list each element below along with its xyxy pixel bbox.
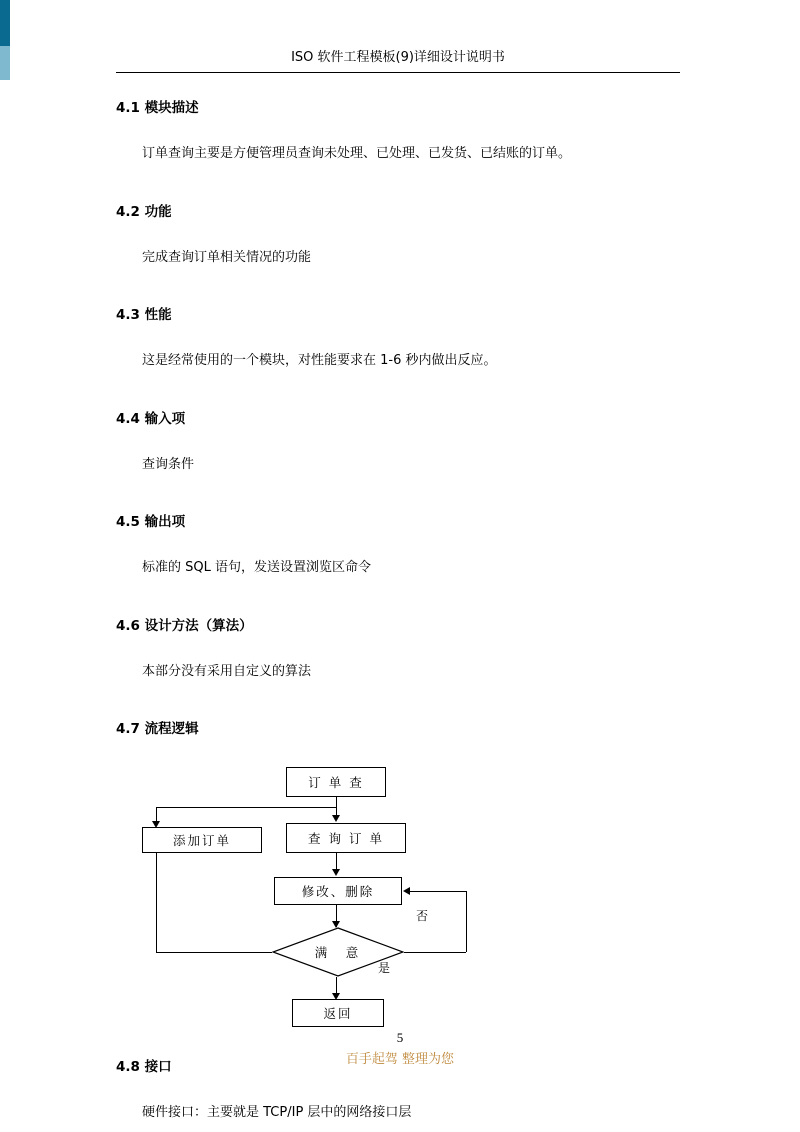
spacer (116, 267, 680, 303)
flow-connector (156, 853, 157, 952)
document-content (116, 96, 680, 1123)
flow-arrow-down (152, 821, 160, 828)
section-4-3 (116, 303, 680, 371)
spacer (116, 116, 680, 144)
left-edge-accent-bar-bottom (0, 46, 10, 80)
spacer (116, 371, 680, 407)
flow-arrow-down (332, 815, 340, 822)
page-header (116, 46, 680, 73)
spacer (116, 578, 680, 614)
spacer (116, 220, 680, 248)
spacer (116, 427, 680, 455)
section-4-4 (116, 407, 680, 475)
spacer (116, 634, 680, 662)
page-number: 5 (396, 1030, 404, 1045)
flow-edge-label-no: 否 (416, 909, 429, 923)
flow-node-start: 订 单 查 (286, 767, 386, 797)
section-heading: 4.6 设计方法（算法） (116, 617, 253, 634)
section-body: 硬件接口：主要就是 TCP/IP 层中的网络接口层 (142, 1105, 412, 1120)
section-4-1 (116, 96, 680, 164)
section-4-5 (116, 510, 680, 578)
flow-connector (156, 952, 272, 953)
footer-watermark-note: 百手起驾 整理为您 (345, 1052, 455, 1067)
flow-node-modify-delete: 修改、删除 (274, 877, 402, 905)
section-heading: 4.8 接口 (116, 1059, 172, 1075)
flow-node-decision-label: 满 意 (314, 945, 362, 960)
section-body: 这是经常使用的一个模块，对性能要求在 1-6 秒内做出反应。 (142, 353, 497, 368)
spacer (116, 530, 680, 558)
section-heading: 4.2 功能 (116, 203, 172, 220)
spacer (116, 323, 680, 351)
flow-node-add-order: 添加订单 (142, 827, 262, 853)
section-body: 标准的 SQL 语句，发送设置浏览区命令 (142, 560, 371, 575)
flow-connector (466, 891, 467, 952)
section-heading: 4.3 性能 (116, 307, 172, 323)
section-body: 完成查询订单相关情况的功能 (142, 249, 312, 265)
section-heading: 4.5 输出项 (116, 514, 186, 530)
section-body: 订单查询主要是方便管理员查询未处理、已处理、已发货、已结账的订单。 (142, 146, 572, 161)
flow-connector (156, 807, 336, 808)
section-4-7 (116, 717, 680, 1021)
spacer (116, 474, 680, 510)
flowchart-order-query (116, 751, 680, 1021)
section-heading: 4.1 模块描述 (116, 100, 199, 116)
header-title: ISO 软件工程模板(9)详细设计说明书 (291, 50, 505, 65)
spacer (116, 164, 680, 200)
section-body: 查询条件 (142, 456, 195, 472)
spacer (116, 1075, 680, 1103)
flow-connector (410, 891, 466, 892)
section-4-6 (116, 614, 680, 682)
flow-arrow-left (403, 887, 410, 895)
left-edge-accent-bar-top (0, 0, 10, 46)
flow-edge-label-yes: 是 (378, 961, 391, 975)
flow-node-query: 查 询 订 单 (286, 823, 406, 853)
spacer (116, 681, 680, 717)
section-heading: 4.4 输入项 (116, 410, 186, 427)
flow-node-return: 返回 (292, 999, 384, 1027)
section-heading: 4.7 流程逻辑 (116, 721, 199, 737)
flow-arrow-down (332, 869, 340, 876)
section-body: 本部分没有采用自定义的算法 (142, 663, 312, 679)
section-4-2 (116, 200, 680, 268)
flow-connector (404, 952, 466, 953)
